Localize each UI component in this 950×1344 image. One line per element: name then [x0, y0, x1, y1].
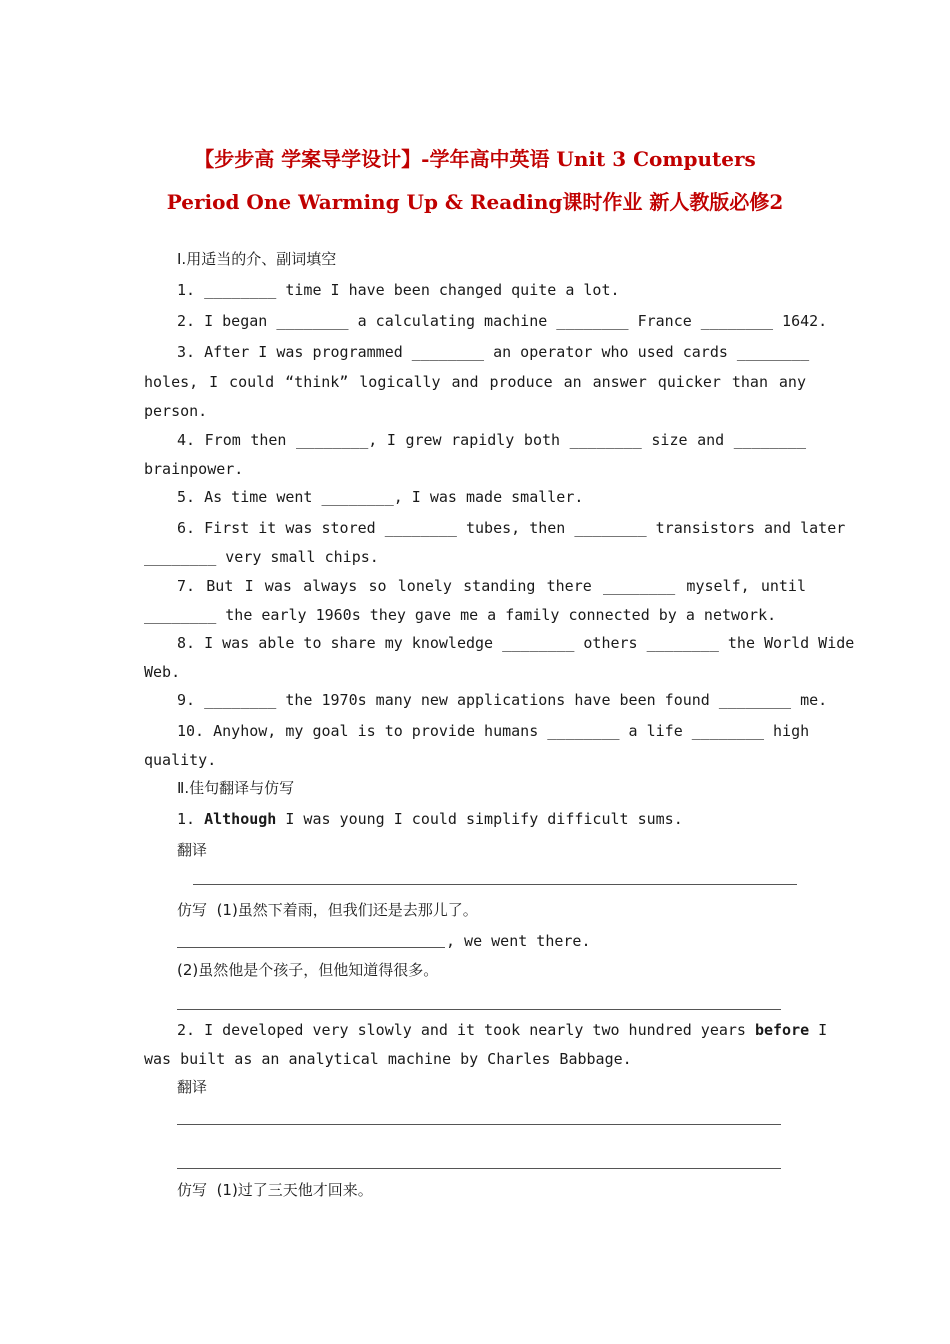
sentence-1-imitate-item-2: (2)虽然他是个孩子，但他知道得很多。	[177, 961, 439, 979]
question-7-line-1: 7. But I was always so lonely standing there ________ myself, until	[177, 577, 806, 595]
sentence-1-imitate-1-answer-line	[177, 947, 445, 948]
sentence-2-rest: I	[809, 1021, 828, 1039]
question-6-line-1: 6. First it was stored ________ tubes, then ________ transistors and later	[177, 519, 846, 537]
section-2-heading: Ⅱ.佳句翻译与仿写	[177, 779, 295, 797]
sentence-2-translation-line-1	[177, 1124, 781, 1125]
question-2: 2. I began ________ a calculating machine ________ France ________ 1642.	[177, 312, 828, 330]
question-4-line-1: 4. From then ________, I grew rapidly both ________ size and ________	[177, 431, 806, 449]
section-1-heading: Ⅰ.用适当的介、副词填空	[177, 250, 337, 268]
sentence-1-imitate-item-1: (1)虽然下着雨，但我们还是去那儿了。	[216, 901, 478, 919]
question-9: 9. ________ the 1970s many new applications have been found ________ me.	[177, 691, 828, 709]
sentence-1-imitate-1-tail: , we went there.	[446, 932, 591, 950]
sentence-1-translation-line	[193, 884, 797, 885]
sentence-1-prefix: 1.	[177, 810, 205, 828]
sentence-2-line-1	[177, 1020, 828, 1040]
question-4-line-2: brainpower.	[144, 460, 244, 478]
question-8-line-2: Web.	[144, 663, 181, 681]
sentence-2-translation-line-2	[177, 1168, 781, 1169]
question-7-line-2: ________ the early 1960s they gave me a family connected by a network.	[144, 606, 777, 624]
question-5: 5. As time went ________, I was made smaller.	[177, 488, 584, 506]
sentence-1	[177, 809, 683, 829]
sentence-1-imitate-2-answer-line	[177, 1009, 781, 1010]
question-10-line-1: 10. Anyhow, my goal is to provide humans ________ a life ________ high	[177, 722, 810, 740]
question-6-line-2: ________ very small chips.	[144, 548, 379, 566]
question-3-line-3: person.	[144, 402, 208, 420]
sentence-2-translate-label: 翻译	[177, 1078, 208, 1096]
question-3-line-2: holes, I could “think” logically and produce an answer quicker than any	[144, 373, 806, 391]
question-10-line-2: quality.	[144, 751, 217, 769]
question-3-line-1: 3. After I was programmed ________ an operator who used cards ________	[177, 343, 810, 361]
sentence-1-imitate-label: 仿写	[177, 901, 208, 919]
document-title-line-1: 【步步高 学案导学设计】-学年高中英语 Unit 3 Computers	[194, 147, 756, 171]
sentence-2-imitate-label: 仿写	[177, 1181, 208, 1199]
question-1: 1. ________ time I have been changed quite a lot.	[177, 281, 620, 299]
document-title-line-2: Period One Warming Up & Reading课时作业 新人教版必修2	[166, 190, 784, 214]
sentence-2-keyword: before	[754, 1021, 810, 1039]
sentence-2-imitate	[177, 1180, 373, 1200]
sentence-2-imitate-item-1: (1)过了三天他才回来。	[216, 1181, 373, 1199]
sentence-2-line-2: was built as an analytical machine by Charles Babbage.	[144, 1050, 632, 1068]
sentence-1-imitate	[177, 900, 478, 920]
sentence-1-keyword: Although	[204, 810, 277, 828]
sentence-1-translate-label: 翻译	[177, 841, 208, 859]
sentence-1-rest: I was young I could simplify difficult sums.	[276, 810, 683, 828]
question-8-line-1: 8. I was able to share my knowledge ________ others ________ the World Wide	[177, 634, 855, 652]
sentence-2-prefix: 2. I developed very slowly and it took nearly two hundred years	[177, 1021, 755, 1039]
